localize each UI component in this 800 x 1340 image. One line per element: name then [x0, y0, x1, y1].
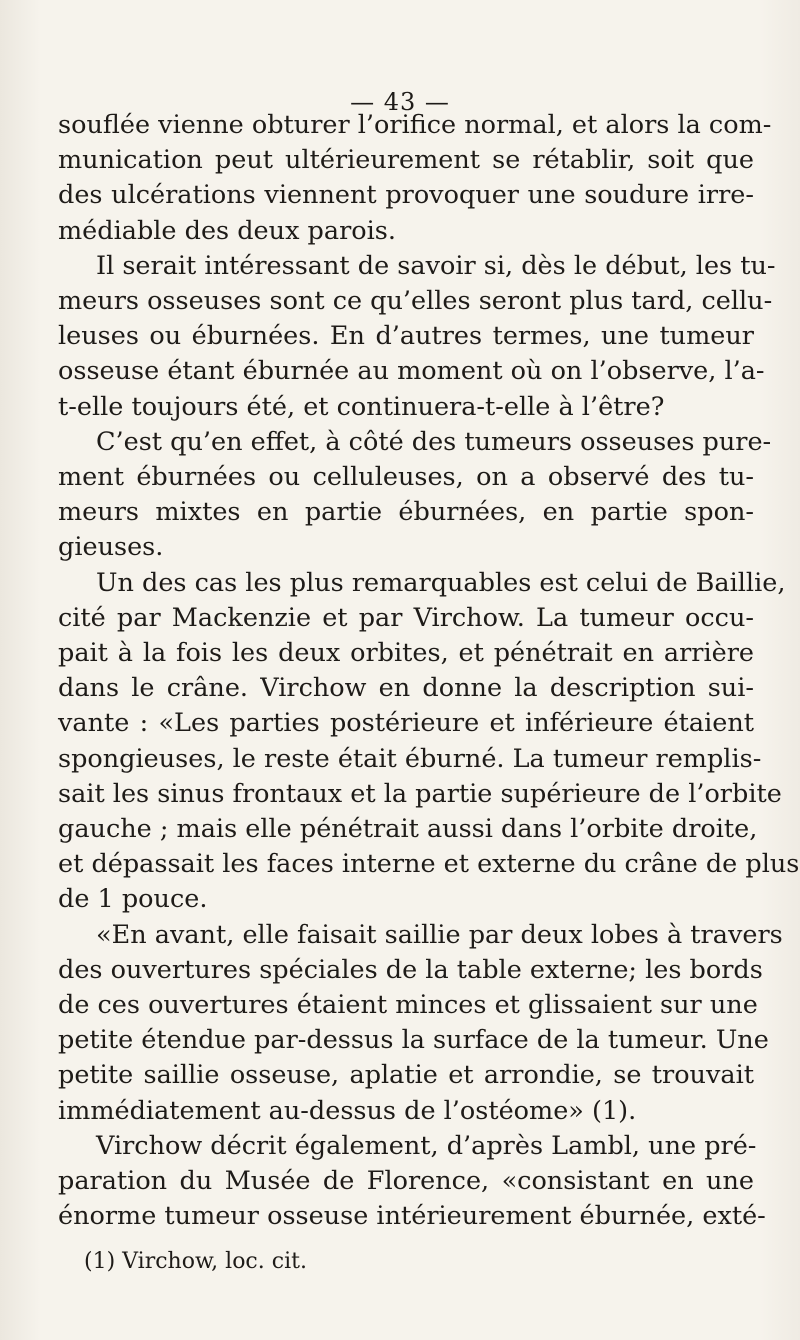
text-line: C’est qu’en effet, à côté des tumeurs osseuses pure-: [96, 426, 772, 457]
text-line: ment éburnées ou celluleuses, on a observé des tu-: [58, 462, 754, 493]
text-line: des ulcérations viennent provoquer une soudure irre-: [58, 180, 754, 211]
paragraph: [58, 566, 800, 918]
text-line: des ouvertures spéciales de la table externe; les bords: [58, 954, 763, 985]
paragraph: [58, 918, 783, 1129]
text-line: et dépassait les faces interne et externe du crâne de plus: [58, 849, 800, 880]
paragraph: [58, 249, 776, 425]
text-line: cité par Mackenzie et par Virchow. La tumeur occu-: [58, 602, 754, 633]
text-line: t-elle toujours été, et continuera-t-elle à l’être?: [58, 391, 665, 422]
text-line: de 1 pouce.: [58, 884, 208, 915]
text-line: de ces ouvertures étaient minces et glissaient sur une: [58, 990, 758, 1021]
text-line: munication peut ultérieurement se rétablir, soit que: [58, 145, 754, 176]
text-line: spongieuses, le reste était éburné. La tumeur remplis-: [58, 743, 762, 774]
text-line: osseuse étant éburnée au moment où on l’observe, l’a-: [58, 356, 765, 387]
text-line: petite saillie osseuse, aplatie et arrondie, se trouvait: [58, 1060, 754, 1091]
text-line: gieuses.: [58, 532, 164, 563]
text-line: Un des cas les plus remarquables est celui de Baillie,: [96, 567, 786, 598]
text-line: sait les sinus frontaux et la partie supérieure de l’orbite: [58, 778, 782, 809]
text-line: médiable des deux parois.: [58, 215, 396, 246]
text-line: pait à la fois les deux orbites, et pénétrait en arrière: [58, 638, 754, 669]
paragraph: [58, 108, 772, 249]
text-line: Virchow décrit également, d’après Lambl, une pré-: [96, 1130, 757, 1161]
paragraph: [58, 425, 772, 566]
text-line: immédiatement au-dessus de l’ostéome» (1).: [58, 1095, 637, 1126]
text-line: meurs osseuses sont ce qu’elles seront plus tard, cellu-: [58, 286, 773, 317]
text-line: «En avant, elle faisait saillie par deux lobes à travers: [96, 919, 783, 950]
text-line: meurs mixtes en partie éburnées, en partie spon-: [58, 497, 754, 528]
text-line: petite étendue par-dessus la surface de la tumeur. Une: [58, 1025, 769, 1056]
text-line: dans le crâne. Virchow en donne la description sui-: [58, 673, 754, 704]
body-text: [58, 108, 800, 1235]
text-line: leuses ou éburnées. En d’autres termes, une tumeur: [58, 321, 754, 352]
paragraph: [58, 1129, 766, 1235]
text-line: Il serait intéressant de savoir si, dès le début, les tu-: [96, 250, 776, 281]
text-line: paration du Musée de Florence, «consistant en une: [58, 1166, 754, 1197]
text-line: vante : «Les parties postérieure et inférieure étaient: [58, 708, 754, 739]
text-line: énorme tumeur osseuse intérieurement éburnée, exté-: [58, 1201, 766, 1232]
footnote: (1) Virchow, loc. cit.: [84, 1249, 307, 1274]
text-line: gauche ; mais elle pénétrait aussi dans l’orbite droite,: [58, 814, 758, 845]
text-line: souflée vienne obturer l’orifice normal, et alors la com-: [58, 110, 772, 140]
page-number: — 43 —: [350, 88, 450, 116]
